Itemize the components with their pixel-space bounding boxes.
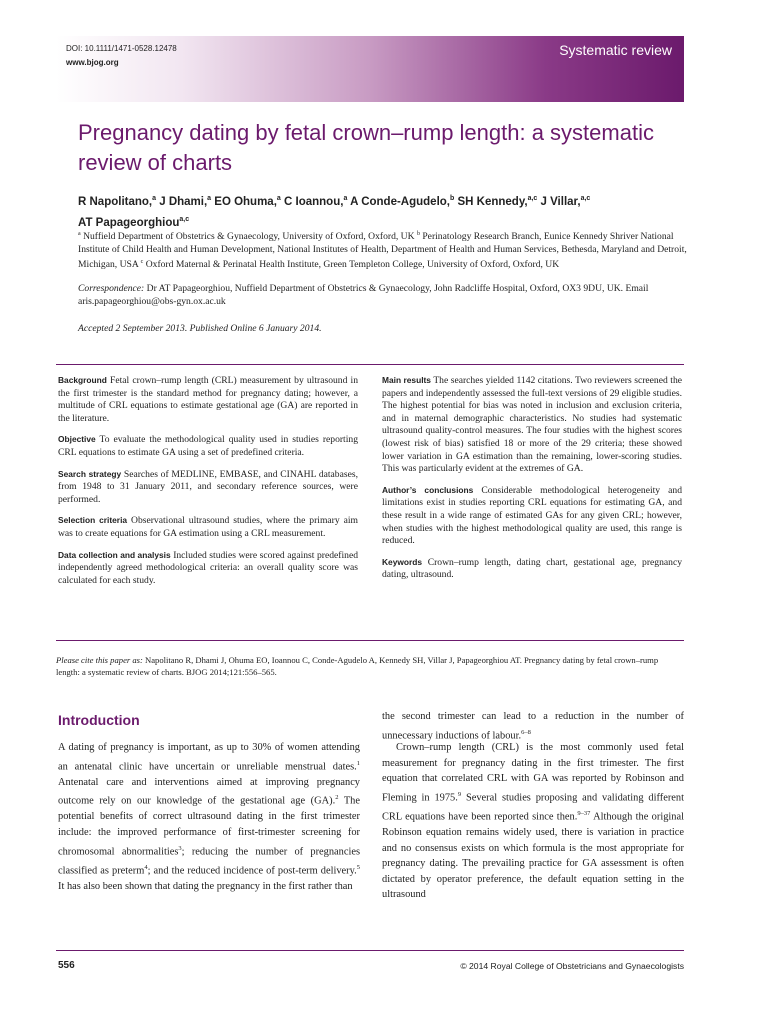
author: J Villar,$^{a,c}$ — [540, 195, 591, 208]
abstract-section: Background Fetal crown–rump length (CRL) measurement by ultrasound in the first trimester is the standard method for pregnancy dating; however, a multitude of CRL equations to estimate gestational age (GA) are reported in the literature. — [58, 375, 358, 424]
keywords: Keywords Crown–rump length, dating chart, gestational age, pregnancy dating, ultrasound. — [382, 556, 682, 581]
article-title: Pregnancy dating by fetal crown–rump length: a systematic review of charts — [78, 120, 654, 175]
author: SH Kennedy,$^{a,c}$ — [457, 195, 538, 208]
author: AT Papageorghiou$^{a,c}$ — [78, 215, 190, 229]
doi-text: DOI: 10.1111/1471-0528.12478 — [66, 44, 177, 53]
journal-website-link[interactable]: www.bjog.org — [66, 58, 119, 67]
author: EO Ohuma,$^a$ — [214, 195, 281, 208]
author-list — [78, 190, 688, 232]
author: R Napolitano,$^a$ — [78, 195, 157, 208]
journal-header-band — [56, 36, 684, 102]
abstract-bottom-rule — [56, 640, 684, 641]
author: A Conde-Agudelo,$^b$ — [350, 195, 455, 208]
introduction-left-column: A dating of pregnancy is important, as up to 30% of women attending an antenatal clinic have uncertain or unreliable menstrual dates.$^1$ Antenatal care and interventions aimed at improving pregnancy outcome rely on our knowledge of the gestational age (GA).$^2$ The potential benefits of correct ultrasound dating in the first trimester include: the improved performance of first-trimester screening for chromosomal abnormalities$^3$; reducing the number of pregnancies classified as preterm$^4$; and the reduced incidence of post-term delivery.$^5$ It has also been shown that dating the pregnancy in the first rather than — [58, 742, 361, 892]
introduction-right-column-p2: Crown–rump length (CRL) is the most commonly used fetal measurement for pregnancy dating in the first trimester. The first equation that correlated CRL with GA was reported by Robinson and Fleming in 1975.$^9$ Several studies proposing and validating different CRL equations have been reported since then.$^{9-37}$ Although the original Robinson equation remains widely used, there is variation in practice and no consensus exists on which formula is the most appropriate for pregnancy dating. The prevailing practice for GA assessment is often dictated by operator preference, the default equation setting in the ultrasound — [382, 742, 685, 901]
author: J Dhami,$^a$ — [159, 195, 212, 208]
abstract-section: Data collection and analysis Included studies were scored against predefined independently agreed methodological criteria: an overall quality score was calculated for each study. — [58, 549, 359, 586]
abstract-section: Selection criteria Observational ultrasound studies, where the primary aim was to create equations for GA estimation using a CRL measurement. — [58, 515, 358, 539]
abstract-section: Author’s conclusions Considerable methodological heterogeneity and limitations exist in studies reporting CRL equations for estimating GA, and these result in a wide range of estimated GAs for any given CRL; however, when studies with the highest methodological quality are used, this range is reduced. — [382, 484, 683, 547]
citation-note: Please cite this paper as: Napolitano R, Dhami J, Ohuma EO, Ioannou C, Conde-Agudelo A, Kennedy SH, Villar J, Papageorghiou AT. Pregnancy dating by fetal crown–rump length: a systematic review of charts. BJOG 2014;121:556–565. — [56, 655, 659, 677]
introduction-right-column-p1: the second trimester can lead to a reduction in the number of unnecessary inductions of labour.$^{6-8}$ — [382, 711, 684, 742]
copyright-notice: © 2014 Royal College of Obstetricians and Gynaecologists — [460, 961, 684, 971]
abstract-section: Main results The searches yielded 1142 citations. Two reviewers screened the papers and independently assessed the full-text versions of 29 eligible studies. The highest potential for bias was noted in inclusion and exclusion criteria, and in maternal demographic characteristics. No studies had systematic ultrasound quality-control measures. The four studies with the highest scores (lowest risk of bias) satisfied 18 or more of the 29 criteria; these showed lower variation in GA estimation than the remaining, lower-scoring studies. This was particularly evident at the extremes of GA. — [382, 375, 682, 475]
section-label: Systematic review — [559, 42, 672, 58]
abstract-left-column — [58, 374, 358, 595]
accepted-date: Accepted 2 September 2013. Published Online 6 January 2014. — [78, 323, 322, 334]
introduction-heading: Introduction — [58, 712, 140, 728]
abstract-right-column — [382, 374, 682, 590]
affiliations: $^a$ Nuffield Department of Obstetrics & Gynaecology, University of Oxford, Oxford, UK $^b$ Perinatology Research Branch, Eunice Kennedy Shriver National Institute of Child Health and Human Development, National Institutes of Health, Department of Health and Human Services, Bethesda, Maryland and Detroit, Michigan, USA $^c$ Oxford Maternal & Perinatal Health Institute, Green Templeton College, University of Oxford, Oxford, UK — [78, 231, 687, 271]
author: C Ioannou,$^a$ — [284, 195, 348, 208]
abstract-section: Objective To evaluate the methodological quality used in studies reporting CRL equations to estimate GA using a set of predefined criteria. — [58, 434, 358, 458]
page-number: 556 — [58, 960, 75, 971]
correspondence: Correspondence: Dr AT Papageorghiou, Nuffield Department of Obstetrics & Gynaecology, John Radcliffe Hospital, Oxford, OX3 9DU, UK. Email aris.papageorghiou@obs-gyn.ox.ac.uk — [78, 283, 649, 307]
abstract-top-rule — [56, 364, 684, 365]
abstract-section: Search strategy Searches of MEDLINE, EMBASE, and CINAHL databases, from 1948 to 31 January 2011, and secondary reference sources, were performed. — [58, 468, 358, 505]
footer-rule — [56, 950, 684, 951]
